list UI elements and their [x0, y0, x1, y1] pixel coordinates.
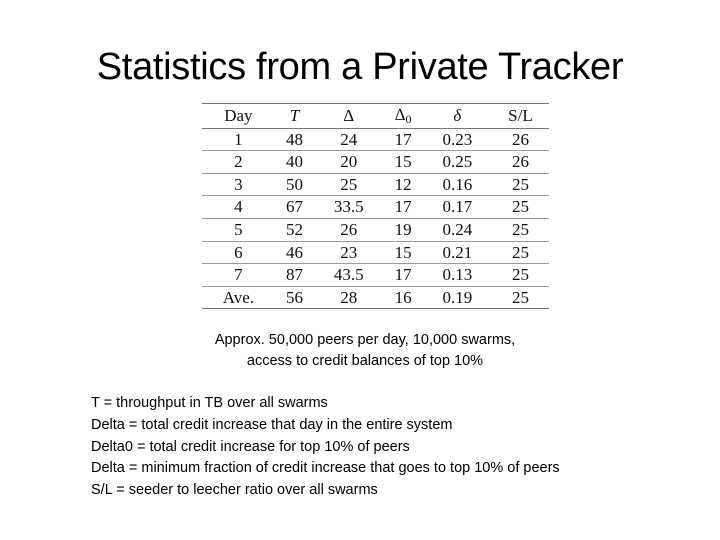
table-row [202, 173, 549, 196]
header-delta0-symbol: Δ [394, 105, 406, 124]
header-day: Day [224, 106, 253, 125]
table-row [202, 218, 549, 241]
header-delta0-subscript: 0 [405, 112, 412, 126]
cell-day: 1 [202, 128, 275, 151]
note-line: access to credit balances of top 10% [246, 353, 484, 369]
table-row [202, 151, 549, 174]
cell-delta: 28 [340, 287, 358, 307]
cell-t: 48 [275, 128, 314, 151]
cell-small-delta: 0.23 [423, 128, 492, 151]
legend-line: T = throughput in TB over all swarms [91, 395, 328, 411]
table-header-row [202, 104, 549, 129]
cell-delta0: 12 [383, 173, 422, 196]
cell-day: 7 [202, 264, 275, 287]
cell-sl: 26 [492, 128, 549, 151]
cell-small-delta: 0.24 [423, 218, 492, 241]
cell-t: 50 [275, 173, 314, 196]
legend-line: S/L = seeder to leecher ratio over all swarms [91, 482, 378, 499]
cell-delta0: 15 [383, 241, 422, 264]
cell-delta: 25 [314, 173, 383, 196]
cell-day: 4 [202, 196, 275, 219]
table-average-row [202, 286, 549, 309]
header-t: T [289, 106, 300, 125]
cell-delta0: 17 [383, 128, 422, 151]
cell-delta: 20 [314, 151, 383, 174]
table-row [202, 264, 549, 287]
cell-delta0: 17 [383, 196, 422, 219]
cell-delta: 33.5 [314, 196, 383, 219]
cell-day: 3 [202, 173, 275, 196]
cell-delta0: 17 [383, 264, 422, 287]
legend-line: Delta = total credit increase that day in the entire system [91, 416, 453, 433]
cell-sl: 25 [511, 287, 529, 307]
header-delta0 [383, 104, 422, 129]
cell-delta: 23 [314, 241, 383, 264]
cell-delta0: 19 [383, 218, 422, 241]
cell-small-delta: 0.16 [423, 173, 492, 196]
cell-day: 2 [202, 151, 275, 174]
cell-t: 87 [275, 264, 314, 287]
table-row [202, 196, 549, 219]
cell-t: 56 [285, 287, 303, 307]
cell-sl: 25 [492, 218, 549, 241]
cell-sl: 26 [492, 151, 549, 174]
cell-t: 67 [275, 196, 314, 219]
cell-small-delta: 0.25 [423, 151, 492, 174]
cell-sl: 25 [492, 264, 549, 287]
cell-delta: 26 [314, 218, 383, 241]
cell-day: 5 [202, 218, 275, 241]
cell-t: 40 [275, 151, 314, 174]
cell-day: Ave. [222, 287, 255, 307]
table-row [202, 128, 549, 151]
cell-t: 46 [275, 241, 314, 264]
cell-small-delta: 0.19 [442, 287, 473, 307]
cell-sl: 25 [492, 173, 549, 196]
cell-delta0: 16 [394, 287, 412, 307]
cell-delta: 24 [314, 128, 383, 151]
cell-small-delta: 0.21 [423, 241, 492, 264]
cell-sl: 25 [492, 196, 549, 219]
cell-delta0: 15 [383, 151, 422, 174]
legend-line: Delta = minimum fraction of credit increase that goes to top 10% of peers [91, 460, 560, 477]
statistics-table [202, 103, 549, 309]
header-sl: S/L [508, 106, 533, 125]
slide-title: Statistics from a Private Tracker [96, 46, 624, 88]
cell-day: 6 [202, 241, 275, 264]
header-delta: Δ [343, 106, 355, 125]
tracker-note [0, 330, 720, 372]
cell-small-delta: 0.17 [423, 196, 492, 219]
cell-sl: 25 [492, 241, 549, 264]
table-body [202, 128, 549, 309]
cell-t: 52 [275, 218, 314, 241]
legend [91, 393, 560, 502]
cell-small-delta: 0.13 [423, 264, 492, 287]
header-small-delta: δ [453, 106, 462, 125]
legend-line: Delta0 = total credit increase for top 10% of peers [91, 438, 410, 455]
table-row [202, 241, 549, 264]
cell-delta: 43.5 [314, 264, 383, 287]
note-line: Approx. 50,000 peers per day, 10,000 swarms, [214, 332, 516, 348]
